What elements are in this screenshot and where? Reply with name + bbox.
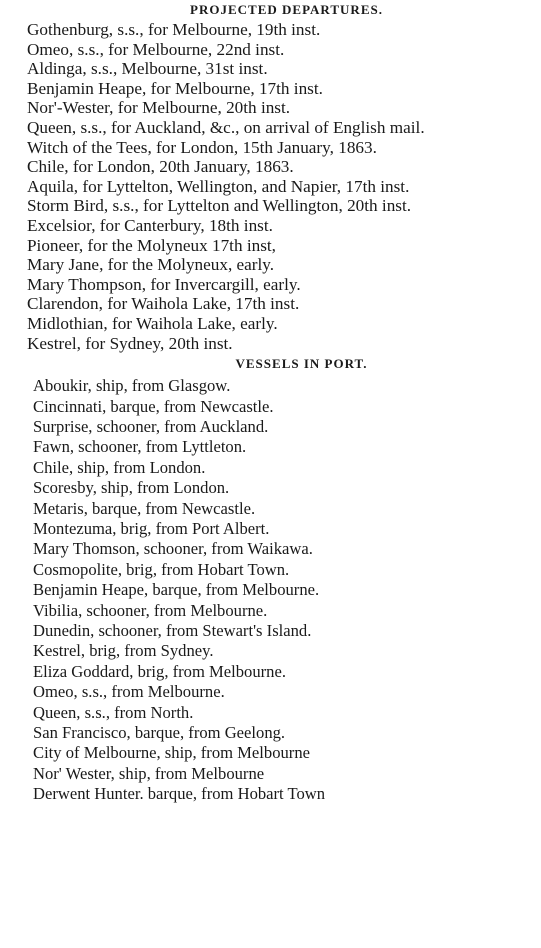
departure-entry: Clarendon, for Waihola Lake, 17th inst.: [27, 294, 300, 314]
vessel-entry: Kestrel, brig, from Sydney.: [33, 641, 214, 661]
departure-entry: Gothenburg, s.s., for Melbourne, 19th inst.: [27, 20, 321, 39]
vessel-entry: Derwent Hunter. barque, from Hobart Town: [33, 784, 326, 804]
departure-entry: Benjamin Heape, for Melbourne, 17th inst.: [27, 78, 323, 98]
vessel-entry: City of Melbourne, ship, from Melbourne: [33, 743, 310, 763]
vessel-entry: Fawn, schooner, from Lyttleton.: [33, 437, 247, 457]
vessel-entry: Metaris, barque, from Newcastle.: [33, 498, 256, 518]
vessel-entry: Benjamin Heape, barque, from Melbourne.: [33, 580, 320, 600]
departure-entry: Excelsior, for Canterbury, 18th inst.: [27, 215, 273, 235]
vessel-entry: Cincinnati, barque, from Newcastle.: [33, 396, 274, 416]
vessel-entry: Dunedin, schooner, from Stewart's Island.: [33, 620, 312, 640]
projected-departures-heading: PROJECTED DEPARTURES.: [190, 2, 383, 17]
vessel-entry: Surprise, schooner, from Auckland.: [33, 416, 269, 436]
vessel-entry: Aboukir, ship, from Glasgow.: [33, 376, 231, 396]
vessel-entry: Nor' Wester, ship, from Melbourne: [33, 763, 265, 783]
departure-entry: Midlothian, for Waihola Lake, early.: [27, 313, 278, 333]
vessel-entry: Scoresby, ship, from London.: [33, 478, 230, 498]
departure-entry: Kestrel, for Sydney, 20th inst.: [27, 333, 233, 353]
departure-entry: Aldinga, s.s., Melbourne, 31st inst.: [27, 59, 268, 79]
vessel-entry: Queen, s.s., from North.: [33, 702, 194, 722]
vessels-in-port-list: [0, 376, 533, 805]
vessel-entry: Chile, ship, from London.: [33, 457, 206, 477]
departure-entry: Queen, s.s., for Auckland, &c., on arrival of English mail.: [27, 117, 425, 137]
projected-departures-list: [0, 20, 533, 353]
vessel-entry: Montezuma, brig, from Port Albert.: [33, 518, 270, 538]
vessels-in-port-heading: VESSELS IN PORT.: [235, 356, 368, 372]
vessel-entry: Cosmopolite, brig, from Hobart Town.: [33, 559, 290, 579]
departure-entry: Mary Jane, for the Molyneux, early.: [27, 255, 275, 275]
departure-entry: Omeo, s.s., for Melbourne, 22nd inst.: [27, 39, 285, 59]
departure-entry: Mary Thompson, for Invercargill, early.: [27, 274, 301, 294]
departure-entry: Aquila, for Lyttelton, Wellington, and Napier, 17th inst.: [27, 176, 410, 196]
vessel-entry: Eliza Goddard, brig, from Melbourne.: [33, 661, 286, 681]
vessel-entry: Mary Thomson, schooner, from Waikawa.: [33, 539, 313, 559]
vessel-entry: Omeo, s.s., from Melbourne.: [33, 682, 225, 702]
departure-entry: Storm Bird, s.s., for Lyttelton and Wellington, 20th inst.: [27, 196, 412, 216]
departure-entry: Chile, for London, 20th January, 1863.: [27, 157, 294, 177]
departure-entry: Nor'-Wester, for Melbourne, 20th inst.: [27, 98, 291, 118]
departure-entry: Pioneer, for the Molyneux 17th inst,: [27, 235, 276, 255]
vessel-entry: San Francisco, barque, from Geelong.: [33, 723, 286, 742]
departure-entry: Witch of the Tees, for London, 15th January, 1863.: [27, 137, 377, 157]
vessel-entry: Vibilia, schooner, from Melbourne.: [33, 600, 268, 620]
